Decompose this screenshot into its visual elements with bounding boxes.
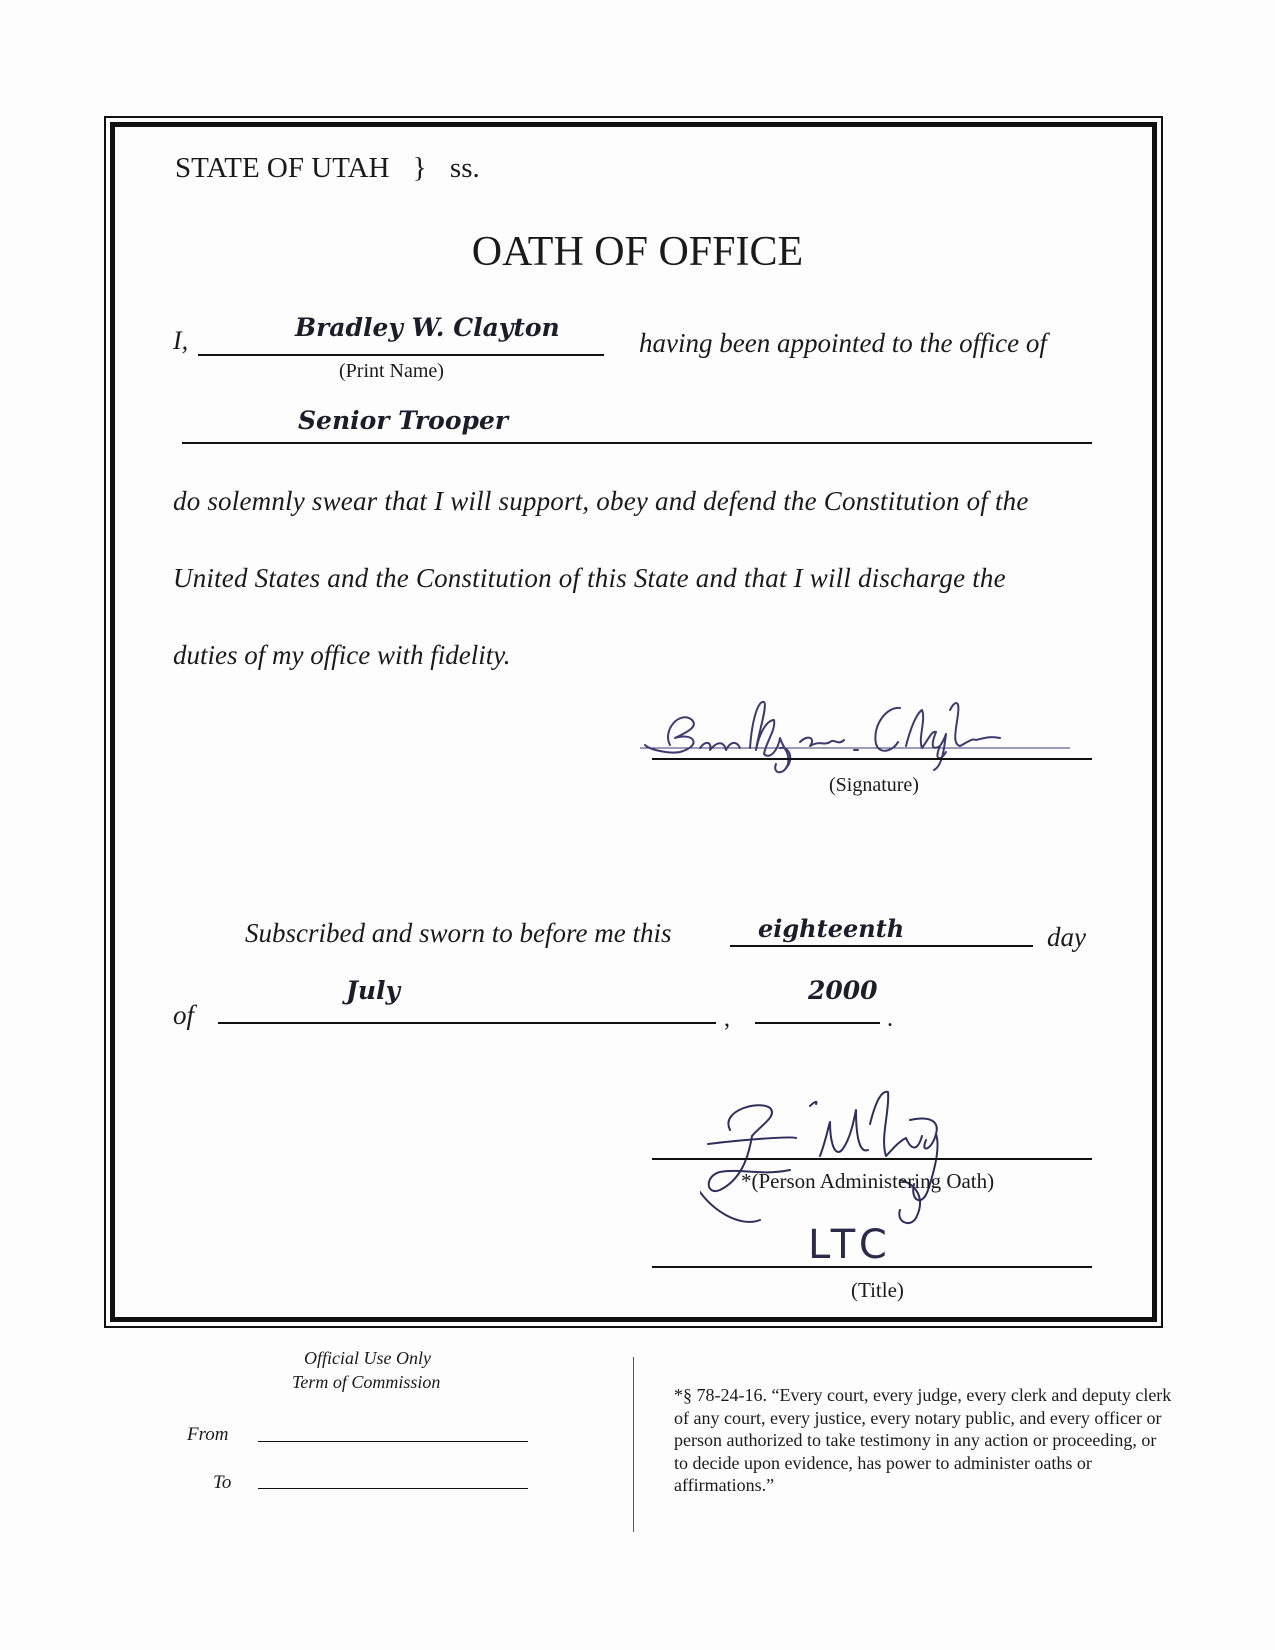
- month-comma: ,: [724, 1006, 730, 1032]
- oath-body-line-1: do solemnly swear that I will support, obey and defend the Constitution of the: [173, 486, 1029, 516]
- day-line: [730, 945, 1033, 947]
- state-heading: [175, 152, 480, 185]
- year-period: .: [887, 1006, 893, 1032]
- statute-note: *§ 78-24-16. “Every court, every judge, every clerk and deputy clerk of any court, every justice, every notary public, and every officer or person authorized to take testimony in any action or proceeding, or to decide upon evidence, has power to administer oaths or affirmations.”: [674, 1385, 1172, 1495]
- page-title: OATH OF OFFICE: [471, 229, 804, 275]
- title-caption: (Title): [851, 1278, 904, 1302]
- of-label: of: [173, 1000, 195, 1030]
- administrator-caption: *(Person Administering Oath): [741, 1169, 995, 1193]
- month-line: [218, 1022, 716, 1024]
- year-value: 2000: [808, 976, 878, 1005]
- title-line: [652, 1266, 1092, 1268]
- to-label: To: [213, 1472, 232, 1493]
- office-line: [182, 442, 1092, 444]
- term-of-commission-heading: Term of Commission: [292, 1372, 441, 1392]
- year-line: [755, 1022, 880, 1024]
- from-line: [258, 1441, 528, 1442]
- ss-label: ss.: [449, 152, 480, 184]
- from-label: From: [187, 1424, 229, 1445]
- administrator-line: [652, 1158, 1092, 1160]
- print-name-value: Bradley W. Clayton: [295, 313, 560, 342]
- signature-line: [652, 758, 1092, 760]
- column-divider: [633, 1357, 634, 1532]
- day-value: eighteenth: [758, 914, 905, 943]
- title-value: LTC: [808, 1222, 893, 1268]
- official-use-heading: Official Use Only: [304, 1348, 431, 1368]
- oath-body-line-3: duties of my office with fidelity.: [173, 640, 511, 670]
- appointed-text: having been appointed to the office of: [639, 328, 1047, 358]
- office-value: Senior Trooper: [298, 406, 509, 435]
- signature-caption: (Signature): [829, 774, 919, 796]
- print-name-caption: (Print Name): [339, 360, 444, 382]
- state-name: STATE OF UTAH: [175, 152, 390, 184]
- day-word: day: [1047, 922, 1086, 952]
- sworn-lead-text: Subscribed and sworn to before me this: [245, 918, 672, 948]
- oath-body-line-2: United States and the Constitution of this State and that I will discharge the: [173, 563, 1006, 593]
- i-label: I,: [173, 326, 189, 355]
- to-line: [258, 1488, 528, 1489]
- month-value: July: [346, 976, 401, 1005]
- brace: }: [412, 152, 427, 184]
- print-name-line: [198, 354, 604, 356]
- administrator-signature: [700, 1080, 1000, 1230]
